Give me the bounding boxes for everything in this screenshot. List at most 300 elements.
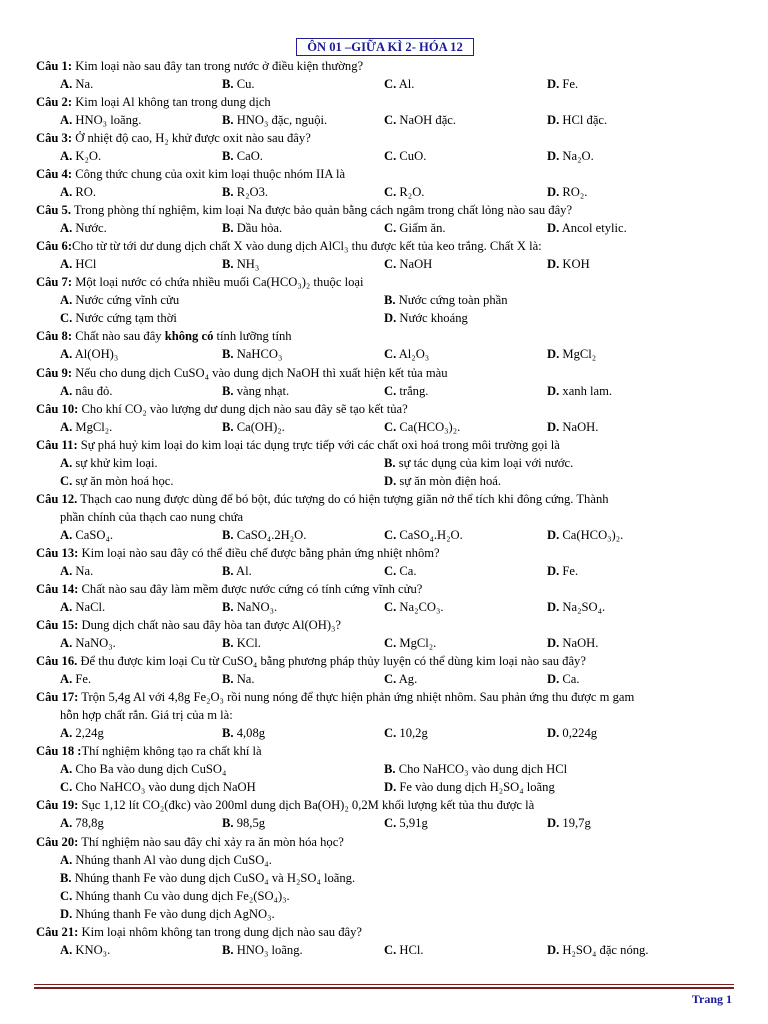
question-text-continued: phần chính của thạch cao nung chứa [60,510,244,524]
option-text: Fe vào dung dịch H₂SO₄ loãng [396,780,555,794]
answer-option [60,724,104,742]
answer-option [222,75,255,93]
answer-option [222,598,277,616]
option-letter: D. [547,420,560,434]
question-text: Trộn 5,4g Al với 4,8g Fe₂O₃ rồi nung nóng để thực hiện phản ứng nhiệt nhôm. Sau phản ứng thu được m gam [78,690,635,704]
option-text: NH₃ [233,257,260,271]
question-stem [36,273,746,291]
option-letter: A. [60,456,73,470]
question-text: Công thức chung của oxit kim loại thuộc nhóm IIA là [72,167,346,181]
question-stem [36,327,746,345]
option-letter: D. [547,384,560,398]
question-text: Kim loại nhôm không tan trong dung dịch nào sau đây? [78,925,363,939]
option-letter: A. [60,762,73,776]
question-text: Ở nhiệt độ cao, H₂ khử được oxit nào sau đây? [72,131,311,145]
option-text: Nước. [72,221,107,235]
option-letter: A. [60,347,73,361]
question-text: Sự phá huỷ kim loại do kim loại tác dụng trực tiếp với các chất oxi hoá trong môi trường gọi là [77,438,560,452]
option-letter: C. [384,943,397,957]
option-letter: A. [60,149,73,163]
question-label: Câu 21: [36,925,79,939]
option-letter: C. [384,149,397,163]
option-letter: B. [222,257,234,271]
answer-option [547,598,605,616]
option-text: K₂O. [72,149,102,163]
question-label: Câu 14: [36,582,79,596]
question-label: Câu 4: [36,167,73,181]
answer-option [384,255,432,273]
option-letter: D. [384,311,397,325]
option-text: sự ăn mòn hoá học. [72,474,174,488]
option-text: MgCl₂ [559,347,597,361]
question-label: Câu 3: [36,131,73,145]
question-stem [36,688,746,706]
option-text: Na₂O. [559,149,594,163]
option-letter: D. [547,77,560,91]
answer-option [384,814,428,832]
answer-option [384,183,424,201]
option-text: Al. [396,77,415,91]
option-letter: D. [384,780,397,794]
answer-option [384,382,428,400]
question-text: Cho khí CO₂ vào lượng dư dung dịch nào sau đây sẽ tạo kết tủa? [78,402,408,416]
option-letter: B. [222,185,234,199]
answer-option [60,111,141,129]
answer-option [222,147,263,165]
option-letter: A. [60,564,73,578]
option-text: Ca. [559,672,580,686]
option-letter: B. [222,636,234,650]
question-text: Thạch cao nung được dùng để bó bột, đúc tượng do có hiện tượng giãn nở thể tích khi đông cứng. Thành [77,492,609,506]
option-text: Al(OH)₃ [72,347,119,361]
answer-option [60,309,177,327]
answer-option [547,345,596,363]
answer-option [547,418,598,436]
answer-option [60,345,118,363]
page-number: Trang 1 [691,992,732,1006]
option-text: sự tác dụng của kim loại với nước. [395,456,574,470]
option-text: NaOH [396,257,433,271]
question-text: Để thu được kim loại Cu từ CuSO₄ bằng phương pháp thủy luyện có thể dùng kim loại nào sau đây? [77,654,586,668]
option-text: NaCl. [72,600,106,614]
option-letter: D. [547,600,560,614]
option-text: Nhúng thanh Fe vào dung dịch AgNO₃. [72,907,275,921]
option-text: Ca(HCO₃)₂. [396,420,461,434]
option-letter: A. [60,816,73,830]
answer-option [60,634,116,652]
option-letter: C. [384,564,397,578]
option-text: Fe. [72,672,92,686]
option-text: Nước cứng toàn phần [395,293,508,307]
answer-option [384,454,573,472]
question-stem [36,237,746,255]
question-label: Câu 9: [36,366,73,380]
question-stem [36,833,746,851]
answer-option [60,851,272,869]
option-text: Cho NaHCO₃ vào dung dịch HCl [395,762,568,776]
option-letter: A. [60,77,73,91]
answer-option [222,111,327,129]
answer-option [60,887,290,905]
answer-option [60,75,93,93]
question-text: Cho từ từ tới dư dung dịch chất X vào dung dịch AlCl₃ thu được kết tủa keo trắng. Chất X là: [72,239,542,253]
option-letter: A. [60,528,73,542]
option-text: KNO₃. [72,943,111,957]
answer-option [60,183,96,201]
question-stem [36,796,746,814]
footer-divider [34,984,734,985]
option-text: KOH [559,257,590,271]
answer-option [384,760,567,778]
option-letter: D. [547,257,560,271]
question-text-tail: tính lưỡng tính [213,329,292,343]
option-letter: D. [547,149,560,163]
answer-option [60,760,226,778]
question-label: Câu 13: [36,546,79,560]
question-stem [36,129,746,147]
question-emphasis: không có [164,329,214,343]
option-letter: C. [384,384,397,398]
footer-divider-thick [34,987,734,989]
option-text: Na₂SO₄. [559,600,606,614]
option-text: Nhúng thanh Fe vào dung dịch CuSO₄ và H₂SO₄ loãng. [71,871,356,885]
answer-option [547,111,607,129]
option-text: Ag. [396,672,418,686]
option-text: Ca. [396,564,417,578]
option-text: Giấm ăn. [396,221,446,235]
answer-option [222,670,255,688]
question-label: Câu 8: [36,329,73,343]
answer-option [547,255,590,273]
question-text: Thí nghiệm nào sau đây chỉ xảy ra ăn mòn hóa học? [78,835,344,849]
answer-option [384,941,424,959]
answer-option [60,598,105,616]
option-text: H₂SO₄ đặc nóng. [559,943,649,957]
question-stem [36,364,746,382]
option-text: sự ăn mòn điện hoá. [396,474,502,488]
option-text: Nước khoáng [396,311,468,325]
option-letter: D. [547,185,560,199]
answer-option [384,472,501,490]
option-text: HNO₃ loãng. [233,943,303,957]
answer-option [384,309,468,327]
option-letter: D. [547,816,560,830]
option-letter: B. [222,600,234,614]
question-label: Câu 20: [36,835,79,849]
question-label: Câu 6: [36,239,73,253]
option-text: 78,8g [72,816,104,830]
option-text: Cho Ba vào dung dịch CuSO₄ [72,762,227,776]
option-letter: B. [222,943,234,957]
question-text: Một loại nước có chứa nhiều muối Ca(HCO₃)₂ thuộc loại [72,275,364,289]
option-letter: C. [384,113,397,127]
question-stem [36,544,746,562]
question-label: Câu 16. [36,654,78,668]
option-letter: A. [60,221,73,235]
option-text: Nhúng thanh Al vào dung dịch CuSO₄. [72,853,272,867]
question-label: Câu 19: [36,798,79,812]
option-letter: B. [222,564,234,578]
option-letter: D. [547,943,560,957]
question-stem [36,652,746,670]
option-letter: A. [60,420,73,434]
answer-option [547,382,612,400]
option-text: vàng nhạt. [233,384,290,398]
option-letter: B. [222,726,234,740]
option-letter: A. [60,113,73,127]
option-letter: A. [60,600,73,614]
option-letter: C. [384,257,397,271]
question-stem [36,616,746,634]
option-text: NaNO₃. [233,600,278,614]
option-text: RO₂. [559,185,588,199]
option-text: MgCl₂. [72,420,113,434]
option-letter: C. [384,816,397,830]
answer-option [547,941,648,959]
option-text: Al₂O₃ [396,347,430,361]
answer-option [547,562,578,580]
answer-option [384,111,456,129]
answer-option [222,382,289,400]
question-text: Dung dịch chất nào sau đây hòa tan được Al(OH)₃? [78,618,342,632]
answer-option [60,526,113,544]
option-letter: D. [547,564,560,578]
page-title: ÔN 01 –GIỮA KÌ 2- HÓA 12 [296,38,474,56]
option-letter: A. [60,185,73,199]
question-label: Câu 18 : [36,744,82,758]
question-stem [36,490,746,508]
option-text: Nhúng thanh Cu vào dung dịch Fe₂(SO₄)₃. [72,889,290,903]
answer-option [547,183,587,201]
option-letter: B. [60,871,72,885]
answer-option [384,634,436,652]
question-label: Câu 2: [36,95,73,109]
answer-option [60,147,101,165]
answer-option [547,219,627,237]
option-text: KCl. [233,636,261,650]
answer-option [547,147,594,165]
question-stem [36,93,746,111]
option-text: NaOH đặc. [396,113,457,127]
option-letter: C. [384,528,397,542]
option-text: HCl đặc. [559,113,608,127]
answer-option [547,670,580,688]
option-letter: D. [547,347,560,361]
question-label: Câu 1: [36,59,73,73]
answer-option [222,219,282,237]
answer-option [222,941,303,959]
question-label: Câu 15: [36,618,79,632]
answer-option [60,418,112,436]
option-letter: A. [60,293,73,307]
option-text: NaOH. [559,420,599,434]
option-text: R₂O. [396,185,425,199]
question-stem [36,400,746,418]
option-letter: C. [384,77,397,91]
option-text: 19,7g [559,816,591,830]
option-text: NaHCO₃ [233,347,283,361]
option-text: CaSO₄.2H₂O. [233,528,307,542]
answer-option [222,255,259,273]
option-letter: A. [60,853,73,867]
question-label: Câu 12. [36,492,78,506]
option-letter: B. [222,528,234,542]
option-text: 4,08g [233,726,266,740]
option-letter: B. [222,672,234,686]
question-stem [36,57,746,75]
answer-option [384,562,417,580]
option-text: 98,5g [233,816,266,830]
option-letter: C. [60,311,73,325]
answer-option [222,418,285,436]
option-text: Na. [72,77,94,91]
option-letter: C. [384,420,397,434]
option-letter: B. [384,762,396,776]
question-text: Chất nào sau đây [72,329,165,343]
option-letter: C. [384,636,397,650]
question-stem [36,742,746,760]
question-label: Câu 7: [36,275,73,289]
option-text: sự khử kim loại. [72,456,158,470]
option-text: 2,24g [72,726,104,740]
answer-option [547,634,598,652]
option-letter: C. [60,474,73,488]
question-label: Câu 10: [36,402,79,416]
answer-option [60,291,179,309]
answer-option [60,905,275,923]
question-text: Kim loại Al không tan trong dung dịch [72,95,271,109]
answer-option [384,147,426,165]
option-text: Na. [233,672,255,686]
option-text: Na₂CO₃. [396,600,444,614]
answer-option [547,814,591,832]
option-text: Ca(HCO₃)₂. [559,528,624,542]
option-letter: D. [547,672,560,686]
question-stem [36,436,746,454]
option-text: Nước cứng vĩnh cửu [72,293,180,307]
option-letter: C. [60,889,73,903]
answer-option [60,562,93,580]
answer-option [222,183,268,201]
option-letter: A. [60,257,73,271]
option-text: Fe. [559,77,579,91]
answer-option [60,454,158,472]
question-text: Kim loại nào sau đây tan trong nước ở điều kiện thường? [72,59,364,73]
answer-option [60,941,110,959]
option-letter: D. [384,474,397,488]
answer-option [222,526,306,544]
answer-option [222,634,261,652]
option-letter: A. [60,384,73,398]
question-text: Trong phòng thí nghiệm, kim loại Na được bảo quản bằng cách ngâm trong chất lỏng nào sau đây? [71,203,573,217]
question-label: Câu 5. [36,203,71,217]
option-text: RO. [72,185,97,199]
option-letter: D. [547,528,560,542]
option-letter: D. [547,726,560,740]
option-letter: B. [222,816,234,830]
option-text: Al. [233,564,252,578]
option-text: NaOH. [559,636,599,650]
question-text: Sục 1,12 lít CO₂(đkc) vào 200ml dung dịch Ba(OH)₂ 0,2M khối lượng kết tủa thu được là [78,798,535,812]
option-letter: A. [60,943,73,957]
question-text: Nếu cho dung dịch CuSO₄ vào dung dịch NaOH thì xuất hiện kết tủa màu [72,366,448,380]
option-letter: D. [547,113,560,127]
answer-option [222,562,252,580]
option-letter: B. [222,221,234,235]
option-letter: A. [60,672,73,686]
option-text: trắng. [396,384,429,398]
question-stem [36,201,746,219]
option-text: Dầu hỏa. [233,221,283,235]
option-letter: D. [60,907,73,921]
option-letter: A. [60,726,73,740]
answer-option [60,472,174,490]
option-text: HCl [72,257,97,271]
option-letter: B. [222,420,234,434]
answer-option [384,345,429,363]
question-stem [36,580,746,598]
option-text: Ancol etylic. [559,221,627,235]
option-letter: C. [384,221,397,235]
option-text: Cu. [233,77,255,91]
option-text: Na. [72,564,94,578]
option-text: 10,2g [396,726,428,740]
answer-option [547,526,623,544]
option-text: 5,91g [396,816,428,830]
question-text: Thí nghiệm không tạo ra chất khí là [81,744,262,758]
option-text: Cho NaHCO₃ vào dung dịch NaOH [72,780,256,794]
option-text: nâu đỏ. [72,384,113,398]
answer-option [384,724,428,742]
option-letter: B. [222,347,234,361]
option-text: CaSO₄. [72,528,114,542]
question-text-continued: hỗn hợp chất rắn. Giá trị của m là: [60,708,233,722]
option-text: xanh lam. [559,384,613,398]
option-letter: A. [60,636,73,650]
option-text: CaSO₄.H₂O. [396,528,463,542]
answer-option [384,670,417,688]
option-text: CaO. [233,149,263,163]
option-letter: C. [60,780,73,794]
question-text: Kim loại nào sau đây có thể điều chế được bằng phản ứng nhiệt nhôm? [78,546,440,560]
option-letter: D. [547,636,560,650]
question-label: Câu 17: [36,690,79,704]
answer-option [547,724,597,742]
option-letter: C. [384,726,397,740]
answer-option [384,598,444,616]
answer-option [60,814,104,832]
answer-option [384,75,414,93]
question-stem [36,165,746,183]
answer-option [384,778,555,796]
answer-option [384,219,446,237]
option-text: R₂O3. [233,185,269,199]
option-letter: B. [222,384,234,398]
option-text: Nước cứng tạm thời [72,311,177,325]
option-text: HCl. [396,943,424,957]
answer-option [60,219,107,237]
answer-option [222,345,282,363]
option-letter: B. [384,456,396,470]
option-letter: C. [384,600,397,614]
answer-option [60,255,96,273]
answer-option [60,869,355,887]
answer-option [60,382,112,400]
option-letter: D. [547,221,560,235]
option-text: MgCl₂. [396,636,437,650]
option-text: HNO₃ loãng. [72,113,142,127]
answer-option [60,778,256,796]
